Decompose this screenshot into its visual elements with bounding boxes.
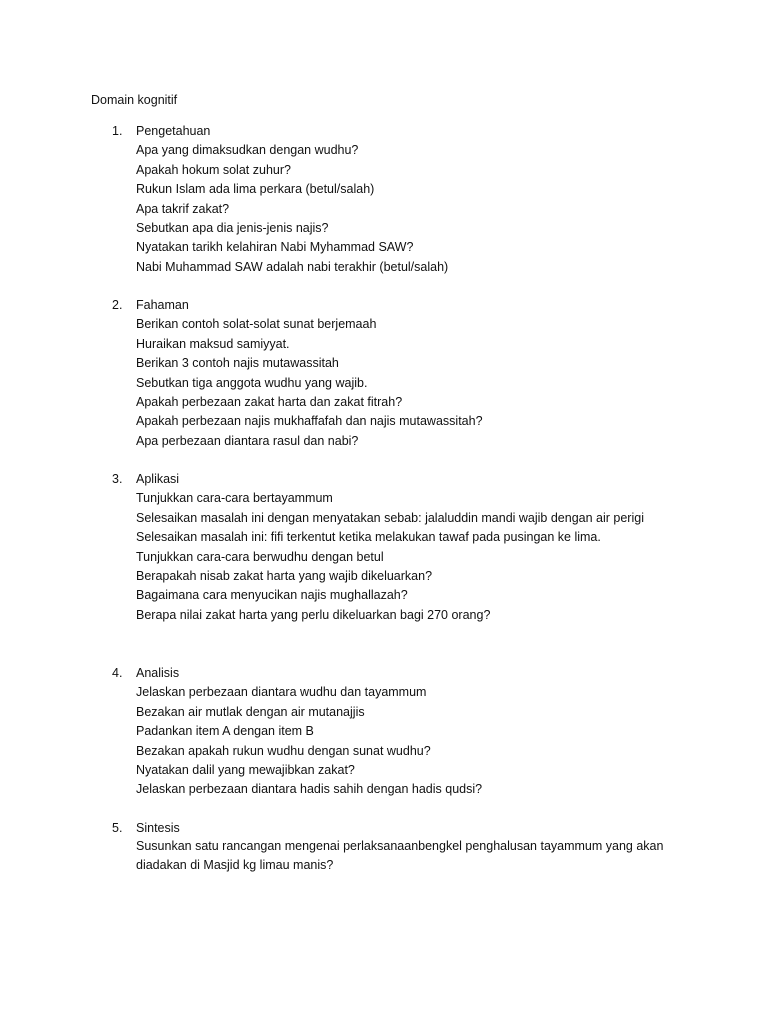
question-item: Susunkan satu rancangan mengenai perlaksanaanbengkel penghalusan tayammum yang akan diadakan di Masjid kg limau manis? — [136, 839, 664, 873]
section-number: 5. — [112, 821, 123, 835]
section-title: Sintesis — [136, 821, 180, 835]
question-list — [136, 316, 483, 452]
question-item: Selesaikan masalah ini: fifi terkentut ketika melakukan tawaf pada pusingan ke lima. — [136, 530, 601, 545]
question-item: Apakah perbezaan najis mukhaffafah dan najis mutawassitah? — [136, 414, 483, 429]
question-item: Sebutkan tiga anggota wudhu yang wajib. — [136, 375, 368, 390]
question-item: Berapakah nisab zakat harta yang wajib dikeluarkan? — [136, 568, 433, 583]
question-item: Apa yang dimaksudkan dengan wudhu? — [136, 143, 359, 158]
document-title: Domain kognitif — [91, 93, 178, 107]
question-item: Apa perbezaan diantara rasul dan nabi? — [136, 433, 359, 448]
question-item: Jelaskan perbezaan diantara wudhu dan tayammum — [136, 685, 427, 700]
question-list — [136, 142, 448, 278]
question-item: Apa takrif zakat? — [136, 201, 230, 216]
section-title: Aplikasi — [136, 472, 180, 486]
section-number: 1. — [112, 124, 123, 138]
section-title: Analisis — [136, 666, 180, 680]
question-item: Rukun Islam ada lima perkara (betul/salah) — [136, 182, 375, 197]
question-item: Berikan contoh solat-solat sunat berjemaah — [136, 317, 377, 332]
question-item: Apakah perbezaan zakat harta dan zakat fitrah? — [136, 394, 403, 409]
question-list — [136, 684, 482, 800]
section-title: Fahaman — [136, 298, 189, 312]
question-item: Padankan item A dengan item B — [136, 724, 314, 739]
question-item: Sebutkan apa dia jenis-jenis najis? — [136, 220, 329, 235]
section-title: Pengetahuan — [136, 124, 211, 138]
question-item: Tunjukkan cara-cara bertayammum — [136, 491, 333, 506]
question-item: Berikan 3 contoh najis mutawassitah — [136, 356, 339, 371]
question-item: Bezakan air mutlak dengan air mutanajjis — [136, 704, 365, 719]
question-item: Jelaskan perbezaan diantara hadis sahih dengan hadis qudsi? — [136, 782, 483, 797]
question-item: Bezakan apakah rukun wudhu dengan sunat wudhu? — [136, 743, 431, 758]
question-item: Berapa nilai zakat harta yang perlu dikeluarkan bagi 270 orang? — [136, 607, 491, 622]
section-number: 4. — [112, 666, 123, 680]
question-item: Bagaimana cara menyucikan najis mughallazah? — [136, 588, 408, 603]
question-item: Selesaikan masalah ini dengan menyatakan sebab: jalaluddin mandi wajib dengan air perigi — [136, 510, 644, 525]
question-item: Nabi Muhammad SAW adalah nabi terakhir (betul/salah) — [136, 259, 449, 274]
section-number: 2. — [112, 298, 123, 312]
question-item: Apakah hokum solat zuhur? — [136, 162, 291, 177]
question-item: Nyatakan tarikh kelahiran Nabi Myhammad SAW? — [136, 240, 414, 255]
question-item: Huraikan maksud samiyyat. — [136, 336, 290, 351]
question-list — [136, 490, 644, 626]
section-number: 3. — [112, 472, 123, 486]
question-item: Tunjukkan cara-cara berwudhu dengan betul — [136, 549, 384, 564]
question-item: Nyatakan dalil yang mewajibkan zakat? — [136, 762, 355, 777]
